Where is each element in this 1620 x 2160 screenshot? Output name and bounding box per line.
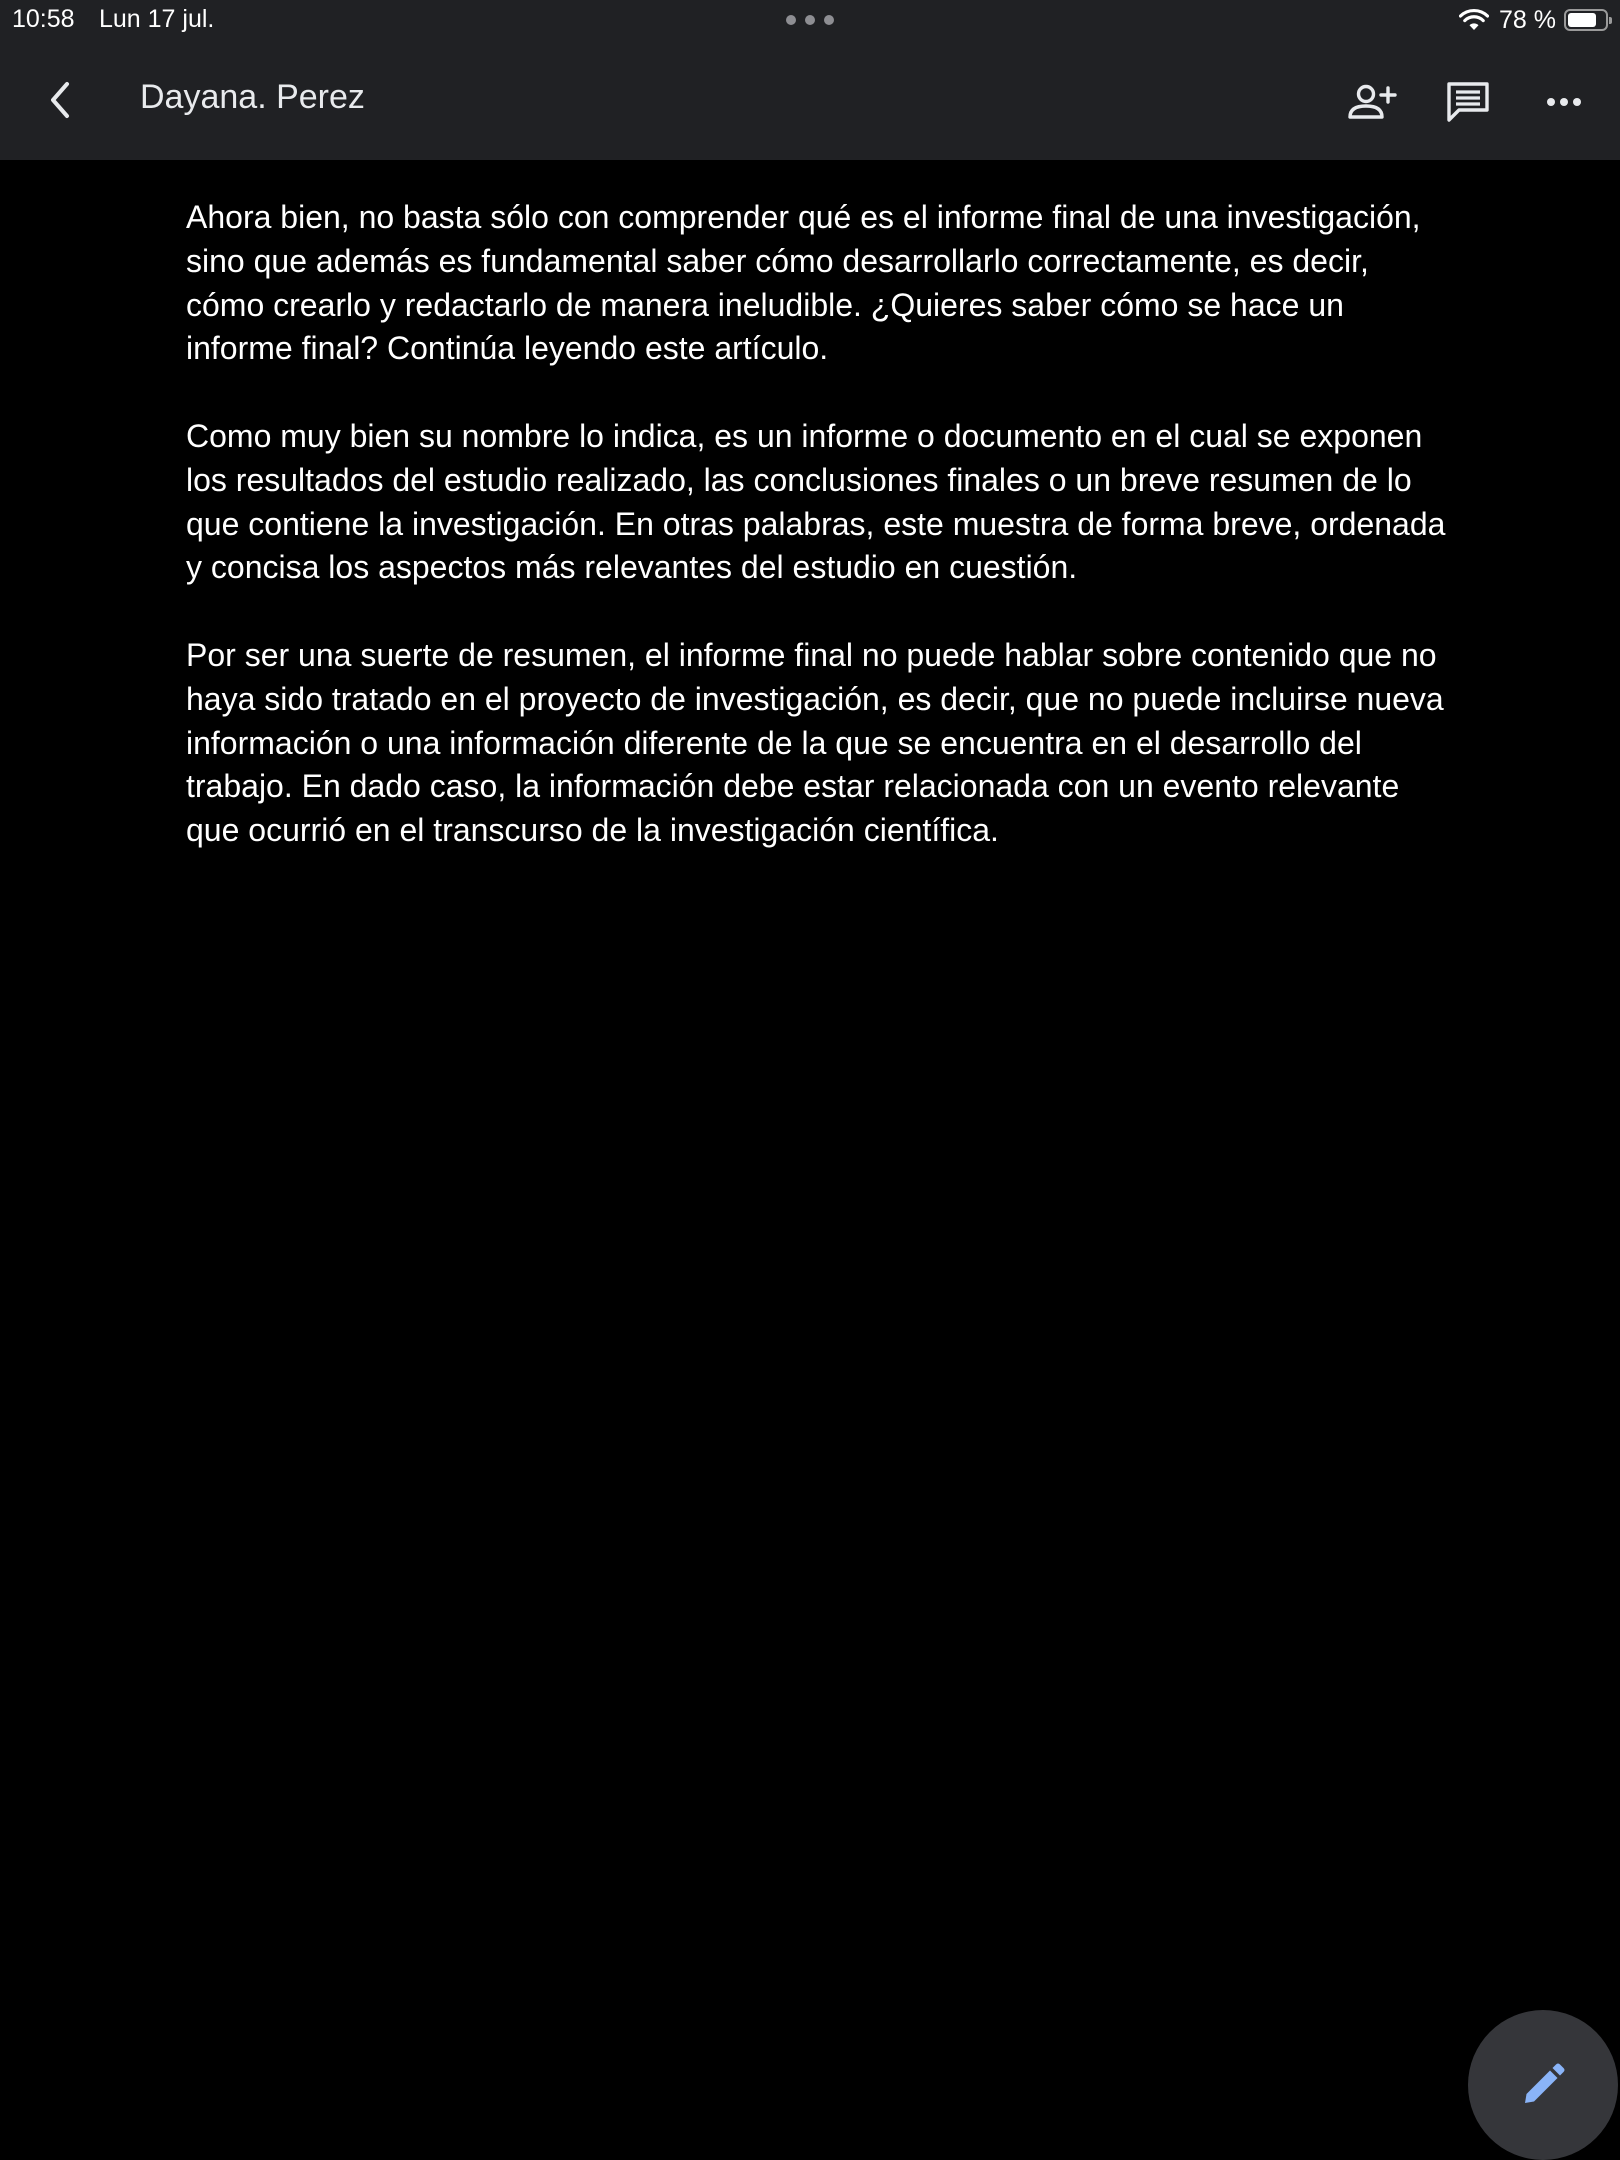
edit-fab-button[interactable]: [1468, 2010, 1618, 2160]
paragraph-3: Por ser una suerte de resumen, el informe final no puede hablar sobre contenido que no haya sido tratado en el proyecto de investigación, es decir, que no puede incluirse nueva información o una información diferente de la que se encuentra en el desarrollo del trabajo. En dado caso, la información debe estar relacionada con un evento relevante que ocurrió en el transcurso de la investigación científica.: [186, 636, 1444, 849]
battery-icon: [1564, 9, 1608, 31]
status-bar: [0, 0, 1620, 40]
wifi-icon: [1459, 8, 1489, 32]
battery-level: [1568, 13, 1596, 27]
battery-percent: 78 %: [1499, 5, 1556, 34]
document-title: Dayana. Perez: [140, 78, 365, 116]
add-person-icon: [1347, 82, 1397, 122]
pencil-icon: [1521, 2063, 1565, 2107]
more-horizontal-icon: [1546, 97, 1582, 107]
share-button[interactable]: [1340, 70, 1404, 134]
document-body[interactable]: [186, 196, 1446, 897]
comment-icon: [1445, 80, 1491, 124]
more-options-button[interactable]: [1532, 70, 1596, 134]
status-date: Lun 17 jul.: [99, 5, 215, 33]
multitasking-dots-icon[interactable]: [786, 14, 834, 26]
status-time: 10:58: [12, 5, 75, 33]
paragraph-2: Como muy bien su nombre lo indica, es un informe o documento en el cual se exponen los resultados del estudio realizado, las conclusiones finales o un breve resumen de lo que contiene la investigación. En otras palabras, este muestra de forma breve, ordenada y concisa los aspectos más relevantes del estudio en cuestión.: [186, 417, 1446, 586]
paragraph-1: Ahora bien, no basta sólo con comprender qué es el informe final de una investigación, sino que además es fundamental saber cómo desarrollarlo correctamente, es decir, cómo crearlo y redactarlo de manera ineludible. ¿Quieres saber cómo se hace un informe final? Continúa leyendo este artículo.: [186, 199, 1421, 367]
app-bar: [0, 40, 1620, 160]
chevron-left-icon: [45, 78, 75, 122]
status-indicators: [1459, 4, 1608, 36]
comment-button[interactable]: [1436, 70, 1500, 134]
back-button[interactable]: [30, 70, 90, 130]
